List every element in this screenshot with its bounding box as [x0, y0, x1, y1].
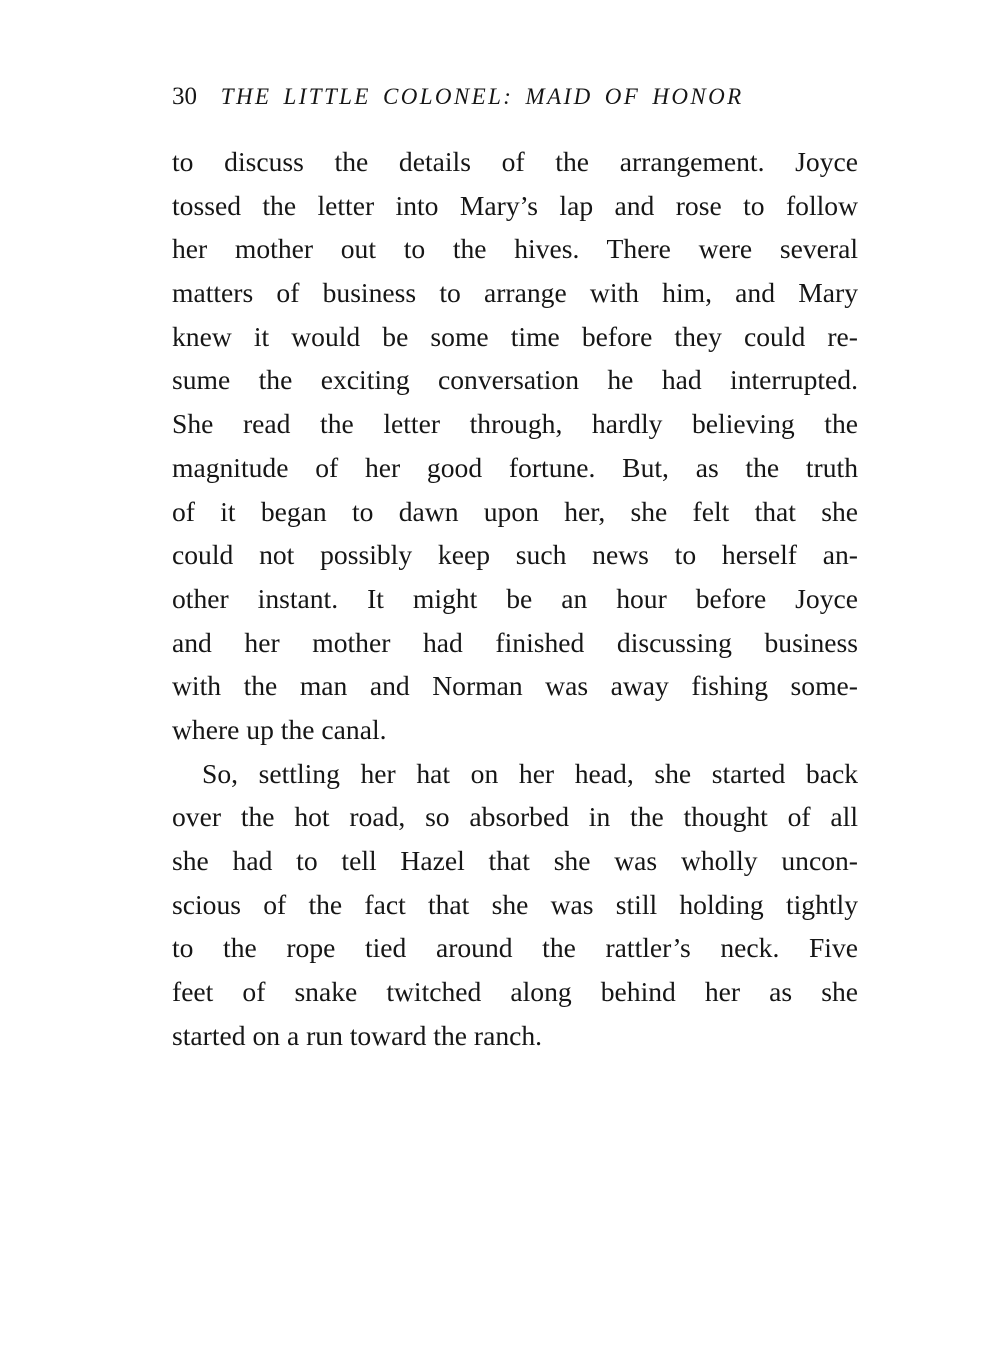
running-head — [172, 80, 872, 114]
text-line: to discuss the details of the arrangement. Joyce — [172, 146, 858, 177]
text-line: tossed the letter into Mary’s lap and rose to follow — [172, 189, 858, 221]
page-number: 30 — [172, 83, 197, 110]
text-line: magnitude of her good fortune. But, as the truth — [172, 451, 858, 483]
text-line: scious of the fact that she was still holding tightly — [172, 888, 858, 920]
text-line: other instant. It might be an hour before Joyce — [172, 582, 858, 614]
text-line: of it began to dawn upon her, she felt that she — [172, 495, 858, 527]
text-line: So, settling her hat on her head, she started back — [202, 757, 858, 789]
text-line: could not possibly keep such news to herself an- — [172, 539, 858, 571]
running-title: THE LITTLE COLONEL: MAID OF HONOR — [220, 84, 744, 109]
text-line: sume the exciting conversation he had interrupted. — [172, 364, 858, 396]
text-line: to the rope tied around the rattler’s neck. Five — [172, 932, 858, 964]
text-line: started on a run toward the ranch. — [172, 1019, 543, 1051]
text-line: over the hot road, so absorbed in the thought of all — [172, 801, 858, 833]
body-text — [172, 140, 858, 1057]
text-line: with the man and Norman was away fishing some- — [172, 670, 858, 702]
paragraph-1 — [172, 140, 858, 752]
text-line: She read the letter through, hardly believing the — [172, 408, 858, 440]
paragraph-2 — [172, 752, 858, 1058]
text-line: where up the canal. — [172, 713, 387, 745]
text-line: matters of business to arrange with him, and Mary — [172, 277, 858, 309]
text-line: and her mother had finished discussing business — [172, 626, 858, 658]
text-line: knew it would be some time before they could re- — [172, 320, 858, 352]
text-line: feet of snake twitched along behind her as she — [172, 976, 858, 1008]
text-line: she had to tell Hazel that she was wholly uncon- — [172, 845, 858, 876]
text-line: her mother out to the hives. There were several — [172, 233, 858, 265]
